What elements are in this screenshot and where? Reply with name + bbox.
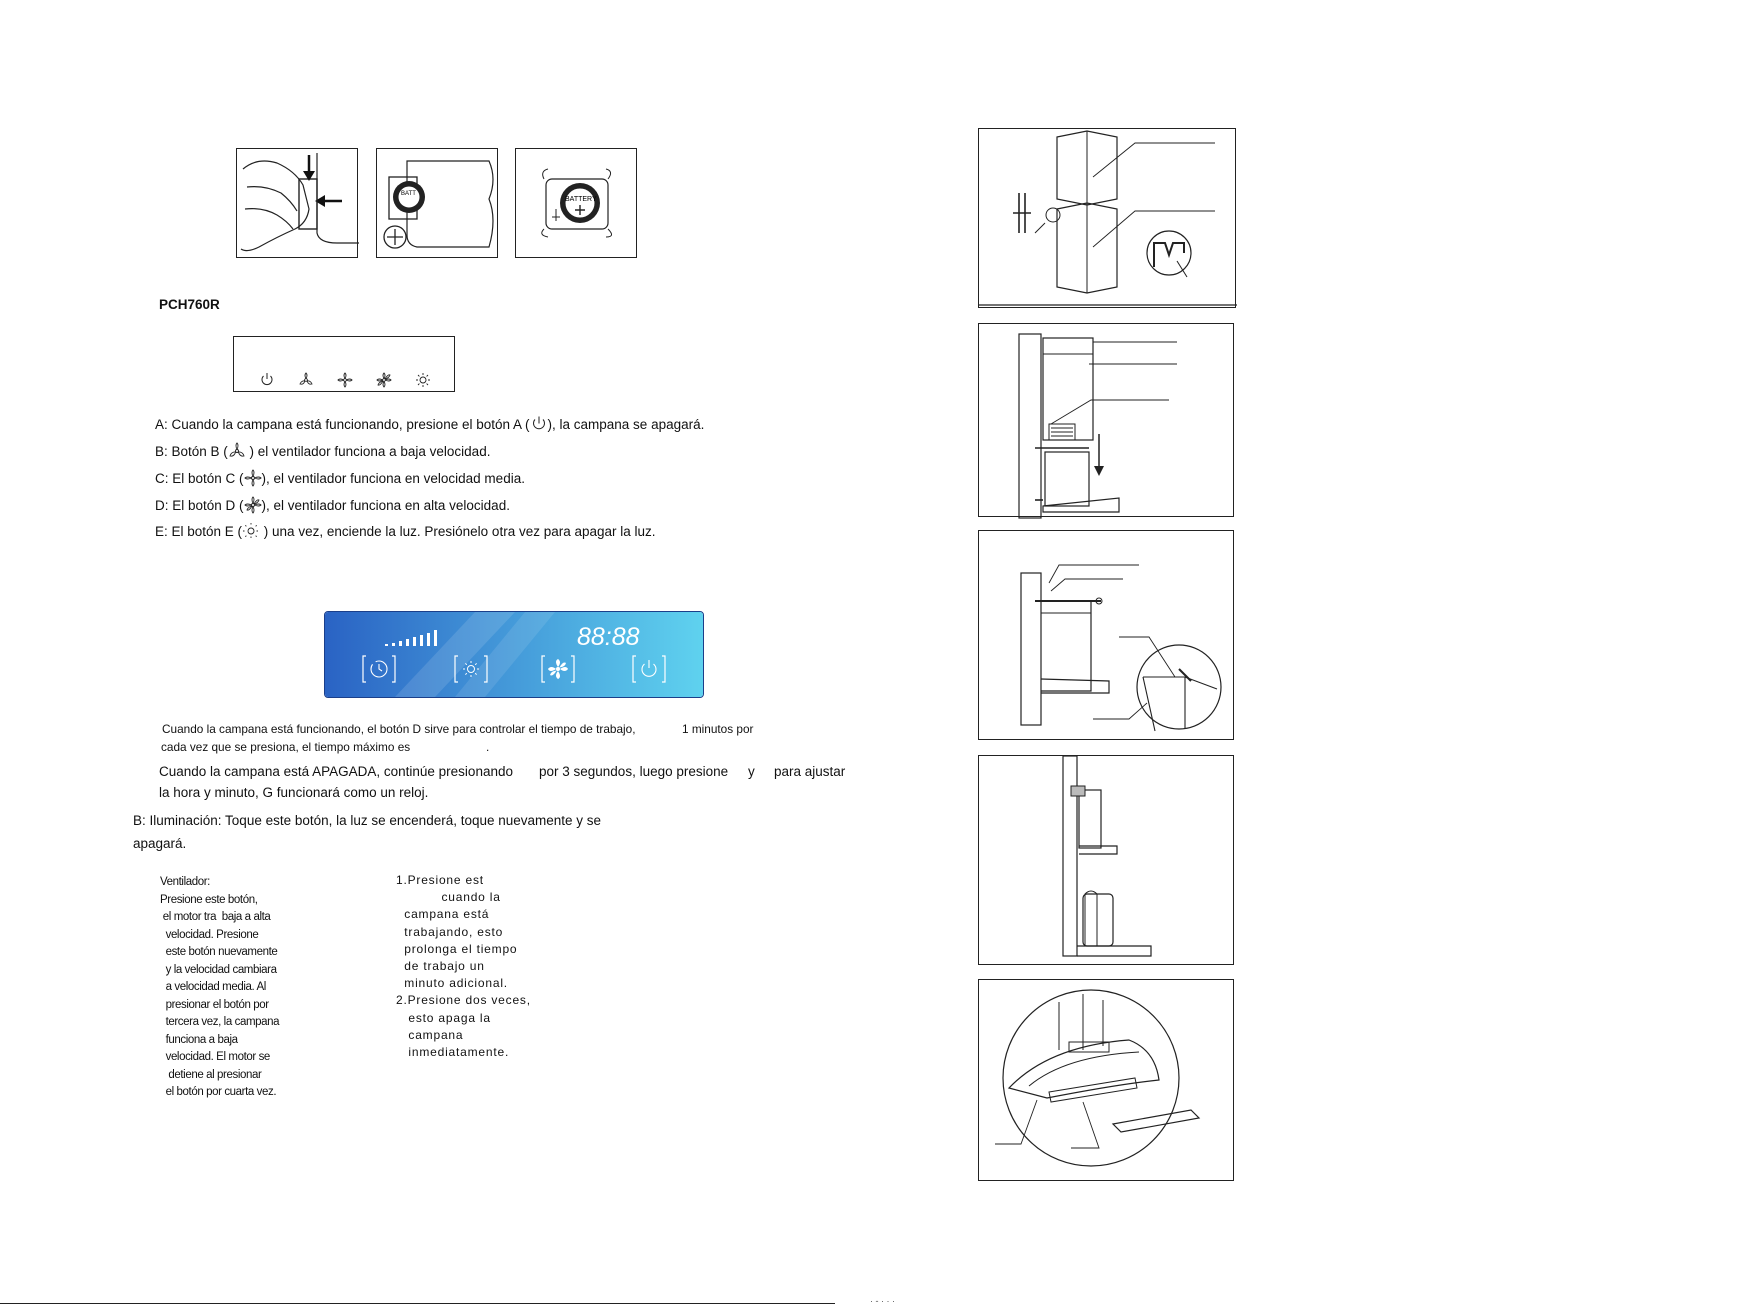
- battery-figure-1: [236, 148, 358, 258]
- battery-inserted-illustration: [516, 149, 638, 259]
- filter-removal-illustration: [979, 980, 1235, 1182]
- instruction-b: [155, 442, 490, 460]
- instruction-text-before: C: El botón C (: [155, 471, 244, 486]
- battery-label: BATTERY: [565, 196, 597, 203]
- touch-panel: [324, 611, 704, 698]
- fan-high-icon: [377, 373, 391, 387]
- timer-text-line1b: 1 minutos por: [682, 722, 754, 736]
- fan-medium-icon: [244, 469, 262, 487]
- wall-installation-illustration: [979, 756, 1235, 966]
- bracket-detail-illustration: [979, 531, 1235, 741]
- clock-display: 88:88: [577, 623, 640, 651]
- install-figure-5: [978, 979, 1234, 1181]
- install-figure-4: [978, 755, 1234, 965]
- instruction-text-before: A: Cuando la campana está funcionando, presione el botón A (: [155, 417, 530, 432]
- fan-low-icon: [300, 373, 312, 384]
- instruction-text-before: D: El botón D (: [155, 498, 244, 513]
- fan-medium-button[interactable]: [338, 373, 352, 387]
- instruction-text-after: ) el ventilador funciona a baja velocidad.: [245, 444, 491, 459]
- fan-high-button[interactable]: [377, 373, 391, 387]
- hood-mounting-illustration: [979, 324, 1235, 518]
- timer-text-line1a: Cuando la campana está funcionando, el botón D sirve para controlar el tiempo de trabajo,: [162, 722, 636, 736]
- instruction-d: [155, 496, 510, 514]
- install-figure-2: [978, 323, 1234, 517]
- timer-text-line3a: Cuando la campana está APAGADA, continúe presionando: [159, 764, 513, 779]
- svg-text:BATT: BATT: [401, 191, 416, 197]
- instruction-text-before: B: Botón B (: [155, 444, 228, 459]
- timer-text-line4: la hora y minuto, G funcionará como un reloj.: [159, 785, 429, 800]
- instruction-c: [155, 469, 525, 487]
- footer-text: · - · · ·: [870, 1296, 895, 1306]
- fan-low-icon: [228, 442, 246, 460]
- timer-text-line2b: .: [486, 740, 490, 754]
- battery-figure-2: [376, 148, 498, 258]
- fan-high-icon: [244, 496, 262, 514]
- power-icon: [262, 373, 272, 385]
- instruction-a: [155, 415, 704, 433]
- battery-figure-3: [515, 148, 637, 258]
- install-figure-3: [978, 530, 1234, 740]
- fan-low-button[interactable]: [300, 373, 312, 384]
- instruction-e: [155, 522, 656, 540]
- fan-medium-icon: [338, 373, 352, 387]
- hand-pressing-illustration: [237, 149, 359, 259]
- footer-rule: [0, 1303, 835, 1304]
- light-button[interactable]: [416, 373, 430, 387]
- power-icon: [530, 415, 548, 433]
- timer-text-line3c: y: [748, 764, 755, 779]
- timer-steps: 1.Presione est cuando la campana está trabajando, esto prolonga el tiempo de trabajo un minuto adicional. 2.Presione dos veces, esto apaga la campana inmediatamente.: [396, 873, 531, 1060]
- instruction-text-after: ) una vez, enciende la luz. Presiónelo otra vez para apagar la luz.: [260, 524, 656, 539]
- model-label: PCH760R: [159, 297, 220, 312]
- instruction-text-after: ), el ventilador funciona en velocidad media.: [261, 471, 525, 486]
- lighting-text-line1: B: Iluminación: Toque este botón, la luz se encenderá, toque nuevamente y se: [133, 813, 602, 828]
- fan-description: Ventilador: Presione este botón, el motor tra baja a alta velocidad. Presione este botón nuevamente y la velocidad cambiara a velocidad media. Al presionar el botón por tercera vez, la campana funciona a baja velocidad. El motor se detiene al presionar el botón por cuarta vez.: [160, 876, 280, 1098]
- battery-compartment-illustration: [377, 149, 499, 259]
- light-icon: [242, 522, 260, 540]
- chimney-assembly-illustration: [979, 129, 1237, 309]
- timer-text-line2a: cada vez que se presiona, el tiempo máximo es: [161, 740, 411, 754]
- timer-text-line3b: por 3 segundos, luego presione: [539, 764, 729, 779]
- instruction-text-after: ), la campana se apagará.: [547, 417, 705, 432]
- power-button[interactable]: [262, 373, 272, 385]
- light-icon: [416, 373, 430, 387]
- instruction-text-before: E: El botón E (: [155, 524, 243, 539]
- button-panel: [233, 336, 455, 392]
- lighting-text-line2: apagará.: [133, 836, 187, 851]
- install-figure-1: [978, 128, 1236, 308]
- timer-text-line3d: para ajustar: [774, 764, 846, 779]
- instruction-text-after: ), el ventilador funciona en alta velocidad.: [261, 498, 510, 513]
